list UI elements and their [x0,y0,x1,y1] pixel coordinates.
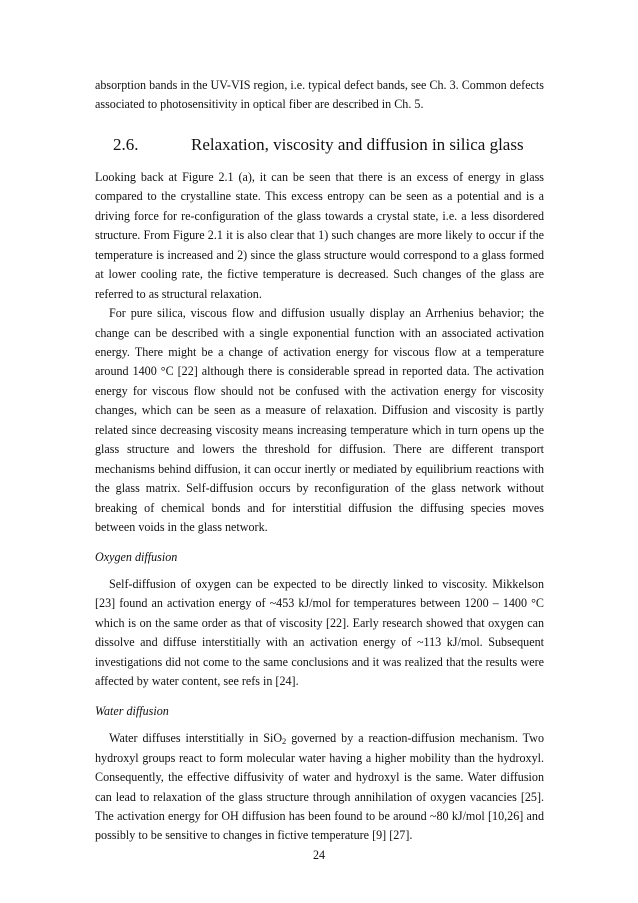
paragraph-water-diffusion [95,729,544,846]
intro-paragraph: absorption bands in the UV-VIS region, i.e. typical defect bands, see Ch. 3. Common defects associated to photosensitivity in optical fiber are described in Ch. 5. [95,78,544,112]
oxygen-diffusion-heading: Oxygen diffusion [95,549,178,564]
page-number: 24 [312,848,326,862]
paragraph-relaxation: Looking back at Figure 2.1 (a), it can be seen that there is an excess of energy in glass compared to the crystalline state. This excess entropy can be seen as a potential and is a driving force for re-configuration of the glass towards a crystal state, i.e. a less disordered structure. From Figure 2.1 it is also clear that 1) such changes are more likely to occur if the temperature is increased and 2) since the glass structure would correspond to a glass formed at lower cooling rate, the fictive temperature is decreased. Such changes of the glass are referred to as structural relaxation. [95,169,544,301]
paragraph-viscous-flow: For pure silica, viscous flow and diffusion usually display an Arrhenius behavior; the change can be described with a single exponential function with an associated activation energy. There might be a change of activation energy for viscous flow at a temperature around 1400 °C [22] although there is considerable spread in reported data. The activation energy for viscous flow should not be confused with the activation energy for viscosity changes, which can be seen as a measure of relaxation. Diffusion and viscosity is partly related since decreasing viscosity means increasing temperature which in turn opens up the glass structure and lowers the threshold for diffusion. There are different transport mechanisms behind diffusion, it can occur inertly or mediated by equilibrium reactions with the glass matrix. Self-diffusion occurs by reconfiguration of the glass network without breaking of chemical bonds and for interstitial diffusion the diffusing species moves between voids in the glass network. [95,306,544,535]
document-body [95,76,544,846]
section-heading [113,134,544,156]
water-text-before: Water diffuses interstitially in SiO [109,731,283,746]
paragraph-oxygen-diffusion: Self-diffusion of oxygen can be expected to be directly linked to viscosity. Mikkelson [23] found an activation energy of ~453 kJ/mol for temperatures between 1200 – 1400 °C which is on the same order as that of viscosity [22]. Early research showed that oxygen can dissolve and diffuse interstitially with an activation energy of ~113 kJ/mol. Subsequent investigations did not come to the same conclusions and it was realized that the results were affected by water content, see refs in [24]. [95,576,544,689]
water-text-after: governed by a reaction-diffusion mechanism. Two hydroxyl groups react to form molecular water having a higher mobility than the hydroxyl. Consequently, the effective diffusivity of water and hydroxyl is the same. Water diffusion can lead to relaxation of the glass structure through annihilation of oxygen vacancies [25]. The activation energy for OH diffusion has been found to be around ~80 kJ/mol [10,26] and possibly to be sensitive to changes in fictive temperature [9] [27]. [95,731,544,843]
section-number: 2.6. [113,134,139,154]
water-diffusion-heading: Water diffusion [95,703,169,718]
sio2-subscript: 2 [282,736,287,747]
section-title: Relaxation, viscosity and diffusion in silica glass [191,134,524,154]
